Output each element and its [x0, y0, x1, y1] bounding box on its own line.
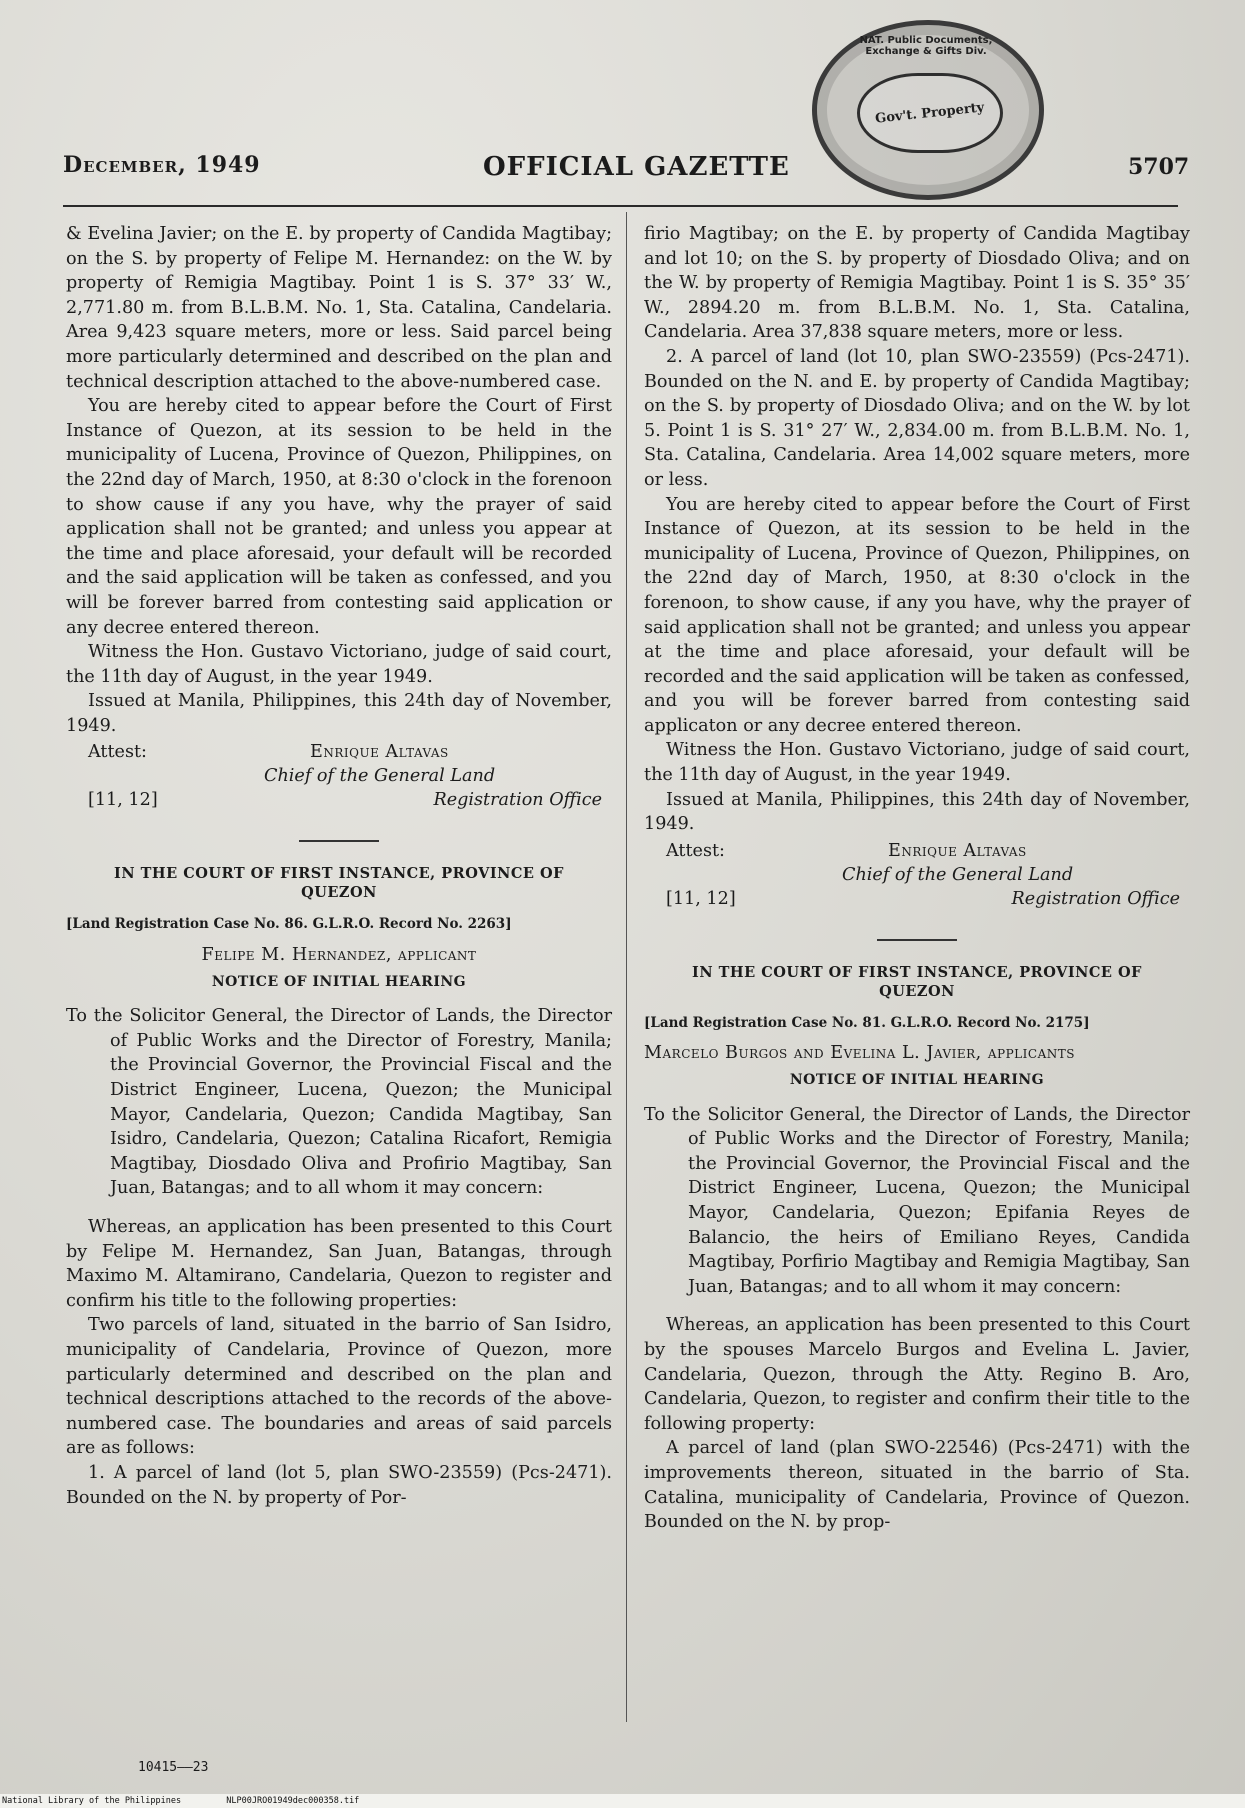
left-paragraph-6: Two parcels of land, situated in the barrio of San Isidro, municipality of Candelaria, Province of Quezon, more particularly determined and described on the plan and technical descriptions attached to the records of the above-numbered case. The boundaries and areas of said parcels are as follows:	[66, 1315, 612, 1459]
left-paragraph-3: Witness the Hon. Gustavo Victoriano, judge of said court, the 11th day of August, in the year 1949.	[66, 642, 612, 687]
right-paragraph-1: firio Magtibay; on the E. by property of Candida Magtibay and lot 10; on the S. by property of Diosdado Oliva; and on the W. by property of Remigia Magtibay. Point 1 is S. 35° 35′ W., 2894.20 m. from B.L.B.M. No. 1, Sta. Catalina, Candelaria. Area 37,838 square meters, more or less.	[644, 224, 1190, 343]
case-reference: [Land Registration Case No. 86. G.L.R.O. Record No. 2263]	[66, 916, 512, 933]
right-paragraph-7: A parcel of land (plan SWO-22546) (Pcs-2471) with the improvements thereon, situated in the barrio of Sta. Catalina, municipality of Candelaria, Province of Quezon. Bounded on the N. by prop-	[644, 1438, 1190, 1533]
notice-heading: NOTICE OF INITIAL HEARING	[211, 973, 467, 990]
library-name: National Library of the Philippines	[2, 1796, 182, 1806]
applicant-line: Felipe M. Hernandez, applicant	[201, 945, 477, 966]
left-paragraph-2: You are hereby cited to appear before the Court of First Instance of Quezon, at its session to be held in the municipality of Lucena, Province of Quezon, Philippines, on the 22nd day of March, 1950, at 8:30 o'clock in the forenoon to show cause if any you have, why the prayer of said application shall not be granted; and unless you appear at the time and place aforesaid, your default will be recorded and the said application will be taken as confessed, and you will be forever barred from contesting said application or any decree entered thereon.	[66, 396, 612, 638]
header-rule	[63, 205, 1178, 207]
addressees-paragraph: To the Solicitor General, the Director of Lands, the Director of Public Works and the Director of Forestry, Manila; the Provincial Governor, the Provincial Fiscal and the District Engineer, Lucena, Quezon; the Municipal Mayor, Candelaria, Quezon; Candida Magtibay, San Isidro, Candelaria, Quezon; Catalina Ricafort, Remigia Magtibay, Diosdado Oliva and Profirio Magtibay, San Juan, Batangas; and to all whom it may concern:	[66, 1006, 612, 1199]
attest-name: Enrique Altavas	[888, 840, 1027, 861]
attest-chief: Chief of the General Land	[264, 766, 496, 787]
page-header	[63, 152, 1190, 190]
header-date: December, 1949	[63, 152, 261, 178]
section-separator	[877, 939, 957, 941]
print-code: 10415——23	[138, 1760, 209, 1775]
attest-label: Attest:	[666, 840, 725, 861]
addressees-paragraph: To the Solicitor General, the Director of Lands, the Director of Public Works and the Director of Forestry, Manila; the Provincial Governor, the Provincial Fiscal and the District Engineer, Lucena, Quezon; the Municipal Mayor, Candelaria, Quezon; Epifania Reyes de Balancio, the heirs of Emiliano Reyes, Candida Magtibay, Porfirio Magtibay and Remigia Magtibay, San Juan, Batangas; and to all whom it may concern:	[644, 1104, 1190, 1297]
column-divider	[626, 212, 627, 1722]
right-paragraph-4: Witness the Hon. Gustavo Victoriano, judge of said court, the 11th day of August, in the year 1949.	[644, 740, 1190, 786]
court-heading: IN THE COURT OF FIRST INSTANCE, PROVINCE OF QUEZON	[692, 963, 1142, 1000]
right-paragraph-3: You are hereby cited to appear before the Court of First Instance of Quezon, at its session to be held in the municipality of Lucena, Province of Quezon, Philippines, on the 22nd day of March, 1950, at 8:30 o'clock in the forenoon, to show cause, if any you have, why the prayer of said application shall not be granted; and unless you appear at the time and place aforesaid, your default will be recorded and the said application will be taken as confessed, and you will be forever barred from contesting said applicaton or any decree entered thereon.	[644, 494, 1190, 736]
left-paragraph-1: & Evelina Javier; on the E. by property of Candida Magtibay; on the S. by property of Felipe M. Hernandez: on the W. by property of Remigia Magtibay. Point 1 is S. 37° 33′ W., 2,771.80 m. from B.L.B.M. No. 1, Sta. Catalina, Candelaria. Area 9,423 square meters, more or less. Said parcel being more particularly determined and described on the plan and technical description attached to the above-numbered case.	[66, 224, 612, 392]
left-paragraph-7: 1. A parcel of land (lot 5, plan SWO-23559) (Pcs-2471). Bounded on the N. by property of Por-	[66, 1462, 612, 1508]
left-paragraph-4: Issued at Manila, Philippines, this 24th day of November, 1949.	[66, 691, 612, 736]
right-paragraph-6: Whereas, an application has been presented to this Court by the spouses Marcelo Burgos and Evelina L. Javier, Candelaria, Quezon, through the Atty. Regino B. Aro, Candelaria, Quezon, to register and confirm their title to the following property:	[644, 1315, 1190, 1434]
scan-caption	[0, 1794, 1245, 1808]
file-name: NLP00JRO01949dec000358.tif	[226, 1796, 360, 1806]
applicant-line: Marcelo Burgos and Evelina L. Javier, applicants	[644, 1043, 1075, 1064]
right-paragraph-5: Issued at Manila, Philippines, this 24th day of November, 1949.	[644, 789, 1190, 835]
stamp-center	[857, 73, 1003, 153]
attest-name: Enrique Altavas	[310, 742, 449, 763]
header-title: OFFICIAL GAZETTE	[483, 152, 790, 182]
right-column	[644, 222, 1190, 1535]
stamp-center-text: Gov't. Property	[874, 99, 986, 127]
attest-label: Attest:	[88, 742, 147, 763]
left-column	[66, 222, 612, 1510]
right-attest-block	[644, 839, 1190, 915]
court-heading: IN THE COURT OF FIRST INSTANCE, PROVINCE OF QUEZON	[114, 865, 564, 902]
right-paragraph-2: 2. A parcel of land (lot 10, plan SWO-23559) (Pcs-2471). Bounded on the N. and E. by property of Candida Magtibay; on the S. by property of Diosdado Oliva; and on the W. by lot 5. Point 1 is S. 31° 27′ W., 2,834.00 m. from B.L.B.M. No. 1, Sta. Catalina, Candelaria. Area 14,002 square meters, more or less.	[644, 346, 1190, 490]
stamp-ring-text: NAT. Public Documents, Exchange & Gifts Div.	[859, 35, 993, 57]
attest-chief: Chief of the General Land	[842, 864, 1074, 885]
section-separator	[299, 840, 379, 842]
attest-ref: [11, 12]	[666, 888, 736, 909]
case-reference: [Land Registration Case No. 81. G.L.R.O. Record No. 2175]	[644, 1014, 1090, 1031]
attest-ref: [11, 12]	[88, 790, 158, 811]
attest-office: Registration Office	[433, 790, 602, 811]
page-number: 5707	[1128, 154, 1190, 180]
left-paragraph-5: Whereas, an application has been presented to this Court by Felipe M. Hernandez, San Juan, Batangas, through Maximo M. Altamirano, Candelaria, Quezon to register and confirm his title to the following properties:	[66, 1217, 612, 1311]
left-attest-block	[66, 740, 612, 816]
notice-heading: NOTICE OF INITIAL HEARING	[789, 1072, 1045, 1089]
attest-office: Registration Office	[1011, 888, 1180, 909]
